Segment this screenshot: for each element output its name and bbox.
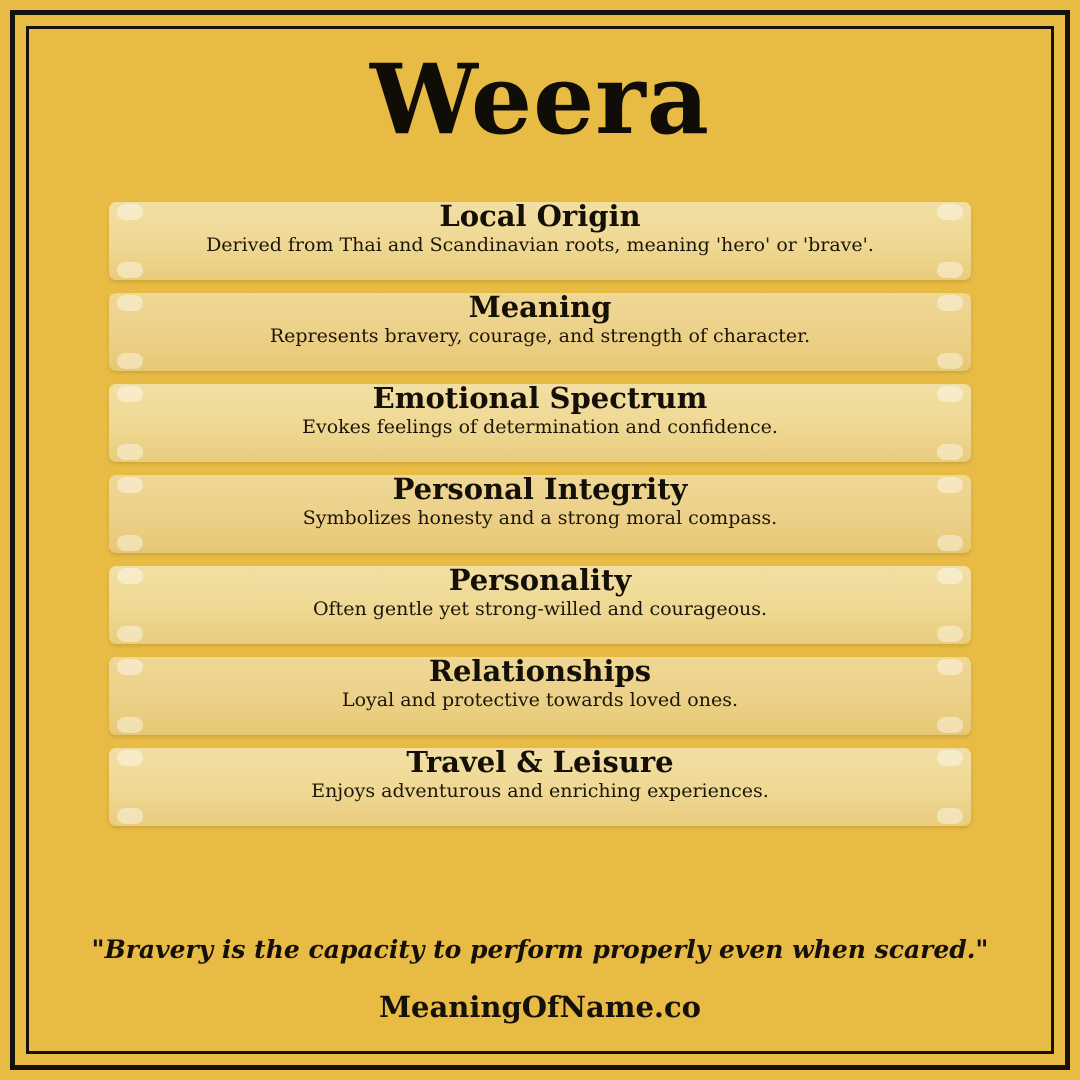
section-description: Enjoys adventurous and enriching experiences. bbox=[311, 780, 769, 802]
rivet-icon bbox=[937, 444, 963, 460]
card-text bbox=[109, 742, 971, 803]
section-title: Travel & Leisure bbox=[406, 745, 674, 779]
list-item bbox=[109, 651, 971, 742]
list-item bbox=[109, 287, 971, 378]
footer-brand: MeaningOfName.co bbox=[378, 990, 702, 1024]
rivet-icon bbox=[117, 353, 143, 369]
section-title: Meaning bbox=[468, 290, 612, 324]
rivet-icon bbox=[117, 262, 143, 278]
card-text bbox=[109, 196, 971, 257]
section-description: Loyal and protective towards loved ones. bbox=[341, 689, 739, 711]
rivet-icon bbox=[937, 717, 963, 733]
section-title: Relationships bbox=[428, 654, 652, 688]
rivet-icon bbox=[117, 626, 143, 642]
section-title: Local Origin bbox=[439, 199, 641, 233]
card-text bbox=[109, 469, 971, 530]
rivet-icon bbox=[117, 717, 143, 733]
rivet-icon bbox=[117, 535, 143, 551]
section-description: Often gentle yet strong-willed and courageous. bbox=[312, 598, 768, 620]
footer-quote: "Bravery is the capacity to perform properly even when scared." bbox=[91, 935, 989, 964]
page-title: Weera bbox=[370, 43, 710, 156]
rivet-icon bbox=[937, 626, 963, 642]
rivet-icon bbox=[117, 444, 143, 460]
list-item bbox=[109, 742, 971, 833]
section-list bbox=[109, 196, 971, 833]
section-title: Personal Integrity bbox=[392, 472, 688, 506]
section-title: Emotional Spectrum bbox=[372, 381, 708, 415]
card-text bbox=[109, 378, 971, 439]
section-description: Evokes feelings of determination and confidence. bbox=[302, 416, 778, 438]
footer bbox=[40, 935, 1040, 1046]
list-item bbox=[109, 469, 971, 560]
card-text bbox=[109, 560, 971, 621]
section-title: Personality bbox=[448, 563, 632, 597]
section-description: Represents bravery, courage, and strength of character. bbox=[269, 325, 811, 347]
rivet-icon bbox=[117, 808, 143, 824]
section-description: Derived from Thai and Scandinavian roots, meaning 'hero' or 'brave'. bbox=[206, 234, 874, 256]
list-item bbox=[109, 378, 971, 469]
rivet-icon bbox=[937, 262, 963, 278]
rivet-icon bbox=[937, 353, 963, 369]
list-item bbox=[109, 196, 971, 287]
section-description: Symbolizes honesty and a strong moral compass. bbox=[302, 507, 778, 529]
rivet-icon bbox=[937, 535, 963, 551]
list-item bbox=[109, 560, 971, 651]
card-text bbox=[109, 287, 971, 348]
poster-content bbox=[40, 34, 1040, 1046]
rivet-icon bbox=[937, 808, 963, 824]
card-text bbox=[109, 651, 971, 712]
